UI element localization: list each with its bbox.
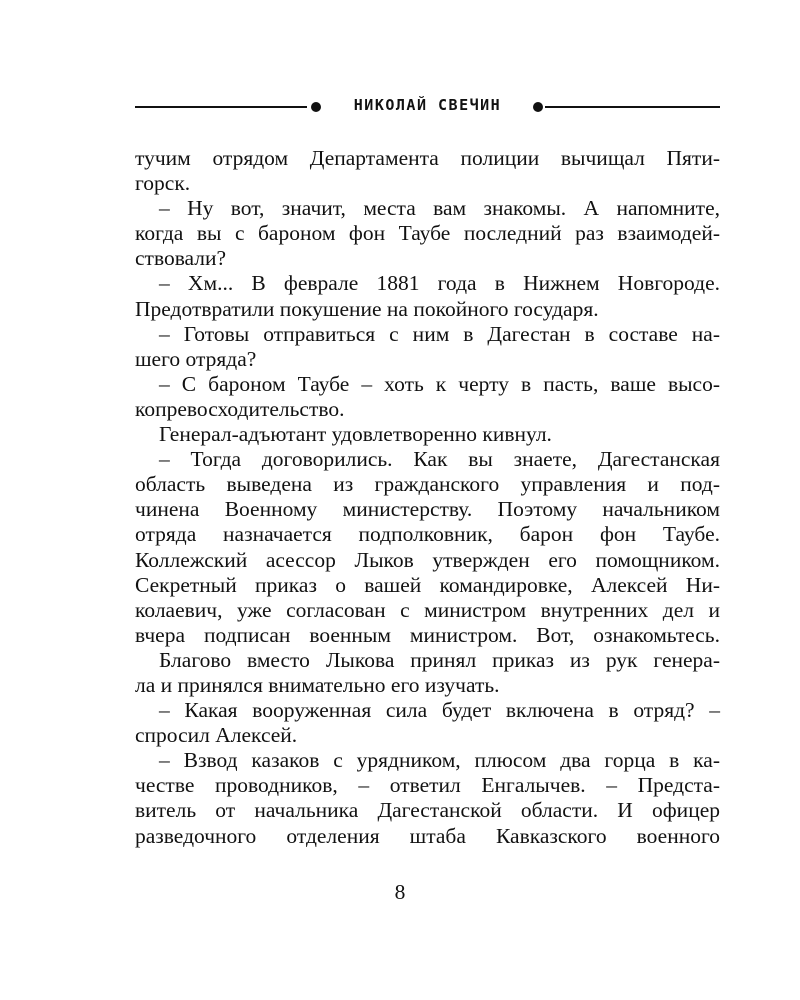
text-line: – Хм... В феврале 1881 года в Нижнем Новгороде.	[159, 271, 720, 296]
header-rule-left	[135, 106, 307, 108]
header-rule-right	[545, 106, 720, 108]
text-line: отряда назначается подполковник, барон фон Таубе.	[135, 522, 720, 547]
text-line: копревосходительство.	[135, 396, 345, 421]
text-line: область выведена из гражданского управления и под-	[135, 472, 720, 497]
text-line: честве проводников, – ответил Енгалычев. – Предста-	[135, 773, 720, 798]
text-line: – Тогда договорились. Как вы знаете, Дагестанская	[159, 447, 720, 472]
text-line: – Ну вот, значит, места вам знакомы. А напомните,	[159, 196, 720, 221]
text-line: шего отряда?	[135, 346, 257, 371]
page-number: 8	[394, 880, 406, 904]
text-line: чинена Военному министерству. Поэтому начальником	[135, 497, 720, 522]
text-line: тучим отрядом Департамента полиции вычищал Пяти-	[135, 146, 720, 170]
text-line: Коллежский асессор Лыков утвержден его помощником.	[135, 547, 720, 572]
text-line: витель от начальника Дагестанской области. И офицер	[135, 798, 720, 823]
text-line: спросил Алексей.	[135, 723, 298, 748]
text-line: вчера подписан военным министром. Вот, ознакомьтесь.	[135, 622, 720, 647]
running-title: НИКОЛАЙ СВЕЧИН	[353, 96, 502, 114]
text-line: Предотвратили покушение на покойного государя.	[135, 296, 599, 321]
text-line: Генерал-адъютант удовлетворенно кивнул.	[159, 422, 552, 447]
header-bullet-right	[533, 102, 543, 112]
text-line: – С бароном Таубе – хоть к черту в пасть, ваше высо-	[159, 371, 720, 396]
running-header	[135, 92, 720, 122]
page-body-text	[135, 146, 720, 849]
text-line: ла и принялся внимательно его изучать.	[135, 672, 500, 697]
text-line: Благово вместо Лыкова принял приказ из рук генера-	[159, 647, 720, 672]
text-line: колаевич, уже согласован с министром внутренних дел и	[135, 597, 720, 622]
text-line: когда вы с бароном фон Таубе последний раз взаимодей-	[135, 221, 720, 246]
header-bullet-left	[311, 102, 321, 112]
text-line: Секретный приказ о вашей командировке, Алексей Ни-	[135, 572, 720, 597]
text-line: ствовали?	[135, 246, 227, 271]
text-line: разведочного отделения штаба Кавказского военного	[135, 823, 720, 848]
text-line: горск.	[135, 171, 191, 196]
text-line: – Готовы отправиться с ним в Дагестан в составе на-	[159, 321, 720, 346]
text-line: – Взвод казаков с урядником, плюсом два горца в ка-	[159, 748, 720, 773]
text-line: – Какая вооруженная сила будет включена в отряд? –	[159, 698, 720, 723]
